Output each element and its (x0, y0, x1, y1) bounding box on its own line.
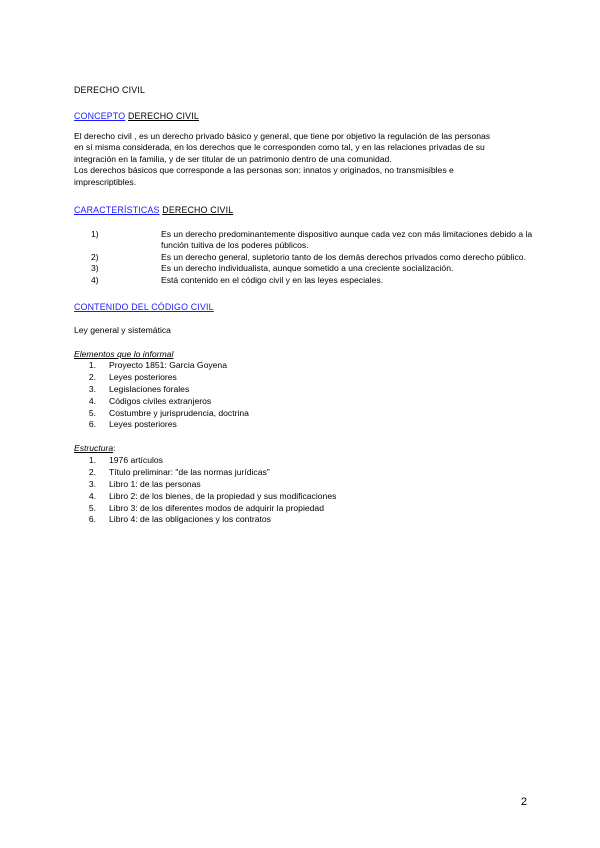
estructura-list (74, 455, 394, 526)
list-item-number: 6. (88, 514, 96, 525)
concepto-heading (74, 111, 199, 122)
list-item-text: Está contenido en el código civil y en las leyes especiales. (161, 274, 384, 285)
list-item-text: Legislaciones forales (109, 383, 190, 394)
list-item (74, 384, 374, 396)
estructura-label-wrap (74, 443, 116, 454)
list-item (74, 491, 394, 503)
list-item (74, 396, 374, 408)
concepto-line: El derecho civil , es un derecho privado básico y general, que tiene por objetivo la regulación de las personas (74, 131, 491, 141)
list-item-text: Costumbre y jurisprudencia, doctrina (109, 407, 249, 418)
list-item-text: Libro 1: de las personas (109, 478, 201, 489)
caracteristicas-heading (74, 205, 233, 216)
list-item-number: 1. (88, 455, 96, 465)
list-item-number: 2. (88, 466, 96, 477)
list-item-text: Título preliminar: "de las normas jurídicas" (109, 466, 270, 477)
list-item (74, 503, 394, 515)
document-title: DERECHO CIVIL (74, 85, 146, 95)
estructura-colon: : (113, 443, 116, 453)
list-item-number: 2. (88, 371, 96, 382)
list-item-number: 1) (91, 229, 99, 239)
contenido-heading (74, 302, 214, 313)
list-item (91, 263, 516, 274)
concepto-paragraph (74, 131, 534, 188)
caracteristicas-heading-rest: DERECHO CIVIL (162, 205, 234, 215)
list-item (74, 455, 394, 467)
list-item (74, 360, 374, 372)
list-item (91, 229, 533, 252)
list-item-text: Libro 3: de los diferentes modos de adquirir la propiedad (109, 502, 324, 513)
list-item-number: 2) (91, 251, 99, 262)
concepto-link[interactable]: CONCEPTO (74, 111, 126, 121)
caracteristicas-list (91, 229, 533, 286)
list-item-text: Libro 2: de los bienes, de la propiedad y sus modificaciones (109, 490, 337, 501)
list-item-number: 3) (91, 263, 99, 274)
list-item-text: Libro 4: de las obligaciones y los contratos (109, 514, 271, 525)
list-item-number: 1. (88, 360, 96, 370)
contenido-link[interactable]: CONTENIDO DEL CÓDIGO CIVIL (74, 302, 214, 312)
list-item (91, 275, 516, 286)
list-item-number: 4. (88, 395, 96, 406)
list-item (74, 479, 394, 491)
list-item-text: Es un derecho general, supletorio tanto de los demás derechos privados como derecho público. (161, 251, 526, 262)
concepto-line: integración en la familia, y de ser titular de un patrimonio dentro de una comunidad. (74, 153, 392, 164)
list-item-text: Leyes posteriores (109, 371, 177, 382)
list-item-number: 4) (91, 274, 99, 285)
concepto-heading-rest: DERECHO CIVIL (127, 111, 199, 121)
list-item-text: Es un derecho predominantemente dispositivo aunque cada vez con más limitaciones debido a la función tuitiva de los poderes públicos. (161, 229, 533, 251)
concepto-line: Los derechos básicos que corresponde a las personas son: innatos y originados, no transmisibles e (74, 165, 454, 176)
list-item (91, 251, 526, 263)
list-item (74, 514, 394, 526)
list-item-text: 1976 artículos (109, 455, 163, 465)
list-item-number: 6. (88, 419, 96, 430)
list-item-number: 3. (88, 478, 96, 489)
elementos-list (74, 360, 374, 431)
page-number: 2 (520, 796, 527, 808)
concepto-line: en sí misma considerada, en los derechos que le corresponden como tal, y en las relaciones privadas de su (74, 142, 485, 153)
list-item (74, 467, 394, 479)
list-item-text: Es un derecho individualista, aunque sometido a una creciente socialización. (161, 263, 454, 274)
list-item-text: Proyecto 1851: Garcia Goyena (109, 360, 227, 370)
contenido-subtitle: Ley general y sistemática (74, 325, 171, 335)
list-item-number: 5. (88, 502, 96, 513)
list-item-text: Códigos civiles extranjeros (109, 395, 212, 406)
list-item-number: 4. (88, 490, 96, 501)
list-item (74, 419, 374, 431)
elementos-label: Elementos que lo informal (74, 349, 174, 359)
list-item-text: Leyes posteriores (109, 419, 177, 430)
list-item-number: 3. (88, 383, 96, 394)
concepto-line: imprescriptibles. (74, 176, 137, 187)
list-item-number: 5. (88, 407, 96, 418)
caracteristicas-link[interactable]: CARACTERÍSTICAS (74, 205, 160, 215)
list-item (74, 372, 374, 384)
estructura-label: Estructura (74, 443, 114, 453)
list-item (74, 408, 374, 420)
